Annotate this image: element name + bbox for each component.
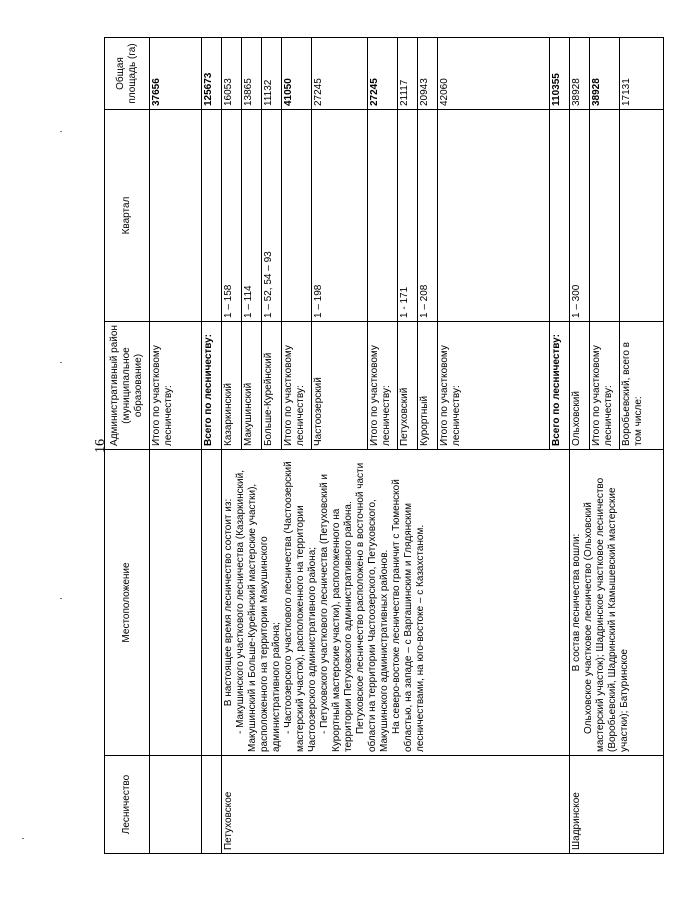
description-paragraph: На северо-востоке лесничество граничит с Тюменской областью, на западе – с Варгашинским и Глядянским лесничествами, на юго-востоке – с Казахстаном.	[391, 479, 426, 752]
area-cell: 13865	[242, 38, 262, 110]
area-cell: 17131	[620, 38, 664, 110]
block-cell	[202, 110, 222, 322]
scan-speck	[22, 838, 24, 839]
area-cell: 27245	[368, 38, 398, 110]
district-cell: Итого по участковому лесничеству:	[590, 322, 620, 450]
area-cell: 38928	[570, 38, 590, 110]
block-cell: 1 – 198	[312, 110, 368, 322]
block-cell	[620, 110, 664, 322]
block-cell: 1 – 52, 54 – 93	[262, 110, 282, 322]
block-cell: 1 – 158	[222, 110, 242, 322]
header-district: Административный район (муниципальное образование)	[105, 322, 150, 450]
block-cell	[150, 110, 202, 322]
area-cell: 27245	[312, 38, 368, 110]
header-location: Местоположение	[105, 450, 150, 756]
description-paragraph: - Макушинского участкового лесничества (Казаркинский, Макушинский и Больше-Курейнский мастерские участки), расположенного на территории Макушинского административного района;	[235, 470, 282, 752]
block-cell	[368, 110, 398, 322]
description-paragraph: В состав лесничества вошли:	[571, 533, 582, 672]
block-cell: 1 – 208	[418, 110, 438, 322]
district-cell: Макушинский	[242, 322, 262, 450]
district-cell: Больше-Курейнский	[262, 322, 282, 450]
rotated-table-inner	[104, 38, 644, 854]
district-cell: Воробьевский, всего в том числе:	[620, 322, 664, 450]
district-cell: Итого по участковому лесничеству:	[368, 322, 398, 450]
district-cell: Ольховский	[570, 322, 590, 450]
forestry-name-cell: Петуховское	[222, 756, 570, 854]
description-paragraph: Ольховское участковое лесничество (Ольховский мастерский участок); Шадринское участковое лесничество (Воробьевский, Шадринский и Камышевский мастерские участки); Батуринское	[583, 477, 630, 752]
area-cell: 37656	[150, 38, 202, 110]
header-area: Общая площадь (га)	[105, 38, 150, 110]
area-cell: 11132	[262, 38, 282, 110]
description-paragraph: В настоящее время лесничество состоит из:	[223, 498, 234, 707]
table-row	[150, 38, 202, 854]
forestry-cell-empty	[150, 756, 202, 854]
header-block: Квартал	[105, 110, 150, 322]
block-cell: 1 – 114	[242, 110, 262, 322]
area-cell: 110355	[550, 38, 570, 110]
scan-speck	[60, 598, 62, 599]
table-row	[202, 38, 222, 854]
page-number: 16	[93, 439, 108, 453]
description-paragraph: Петуховское лесничество расположено в восточной части области на территории Частоозерского, Петуховского, Макушинского административных районов.	[355, 462, 390, 752]
block-cell	[282, 110, 312, 322]
location-cell-empty	[202, 450, 222, 756]
area-cell: 20943	[418, 38, 438, 110]
district-cell: Курортный	[418, 322, 438, 450]
scan-speck	[60, 131, 62, 132]
rotated-table-container	[104, 38, 686, 850]
area-cell: 16053	[222, 38, 242, 110]
district-cell: Всего по лесничеству:	[550, 322, 570, 450]
district-cell: Петуховский	[398, 322, 418, 450]
district-cell: Всего по лесничеству:	[202, 322, 222, 450]
description-paragraph: - Частоозерского участкового лесничества (Частоозерский мастерский участок), расположенного на территории Частоозерского административного района;	[283, 461, 318, 752]
area-cell: 125673	[202, 38, 222, 110]
area-cell: 21117	[398, 38, 418, 110]
forestry-name-cell: Шадринское	[570, 756, 664, 854]
district-cell: Итого по участковому лесничеству:	[438, 322, 550, 450]
block-cell	[550, 110, 570, 322]
district-cell: Итого по участковому лесничеству:	[150, 322, 202, 450]
district-cell: Частоозерский	[312, 322, 368, 450]
location-cell-empty	[150, 450, 202, 756]
area-cell: 41050	[282, 38, 312, 110]
location-description	[222, 450, 570, 756]
block-cell: 1 - 171	[398, 110, 418, 322]
area-cell: 42060	[438, 38, 550, 110]
forestry-cell-empty	[202, 756, 222, 854]
location-description	[570, 450, 664, 756]
header-row	[105, 38, 150, 854]
block-cell	[590, 110, 620, 322]
header-forestry: Лесничество	[105, 756, 150, 854]
forestry-table	[104, 37, 664, 854]
table-row	[570, 38, 590, 854]
district-cell: Итого по участковому лесничеству:	[282, 322, 312, 450]
scan-speck	[60, 362, 62, 363]
table-row	[222, 38, 242, 854]
area-cell: 38928	[590, 38, 620, 110]
district-cell: Казаркинский	[222, 322, 242, 450]
block-cell	[438, 110, 550, 322]
block-cell: 1 – 300	[570, 110, 590, 322]
description-paragraph: - Петуховского участкового лесничества (Петуховский и Курортный мастерские участки), расположенного на территории Петуховского административного района.	[319, 473, 354, 752]
